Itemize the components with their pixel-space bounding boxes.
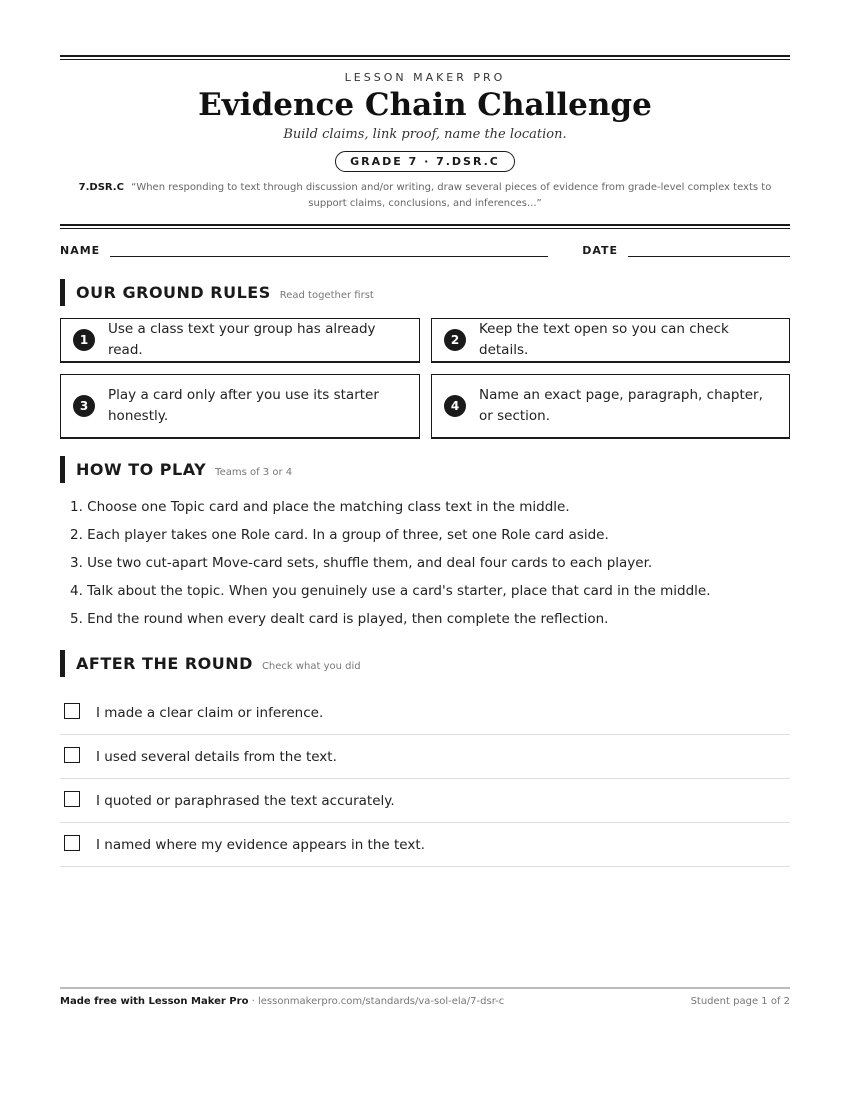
rule-text: Use a class text your group has already read. [108, 321, 376, 358]
date-field[interactable] [628, 246, 790, 257]
page-footer [60, 987, 790, 1007]
step-item: 3. Use two cut-apart Move-card sets, shuffle them, and deal four cards to each player. [70, 555, 653, 571]
step-item: 2. Each player takes one Role card. In a group of three, set one Role card aside. [70, 527, 609, 543]
date-label: DATE [582, 244, 618, 257]
ground-rules-grid [60, 318, 790, 439]
checklist-item [60, 735, 790, 779]
checklist-item [60, 823, 790, 867]
grade-badge: GRADE 7 · 7.DSR.C [335, 151, 515, 172]
page-title: Evidence Chain Challenge [198, 87, 652, 123]
ground-rules-heading [60, 279, 790, 306]
checklist-item [60, 691, 790, 735]
name-field[interactable] [110, 246, 548, 257]
footer-page-number: Student page 1 of 2 [690, 996, 790, 1007]
rule-text: Name an exact page, paragraph, chapter, or section. [479, 387, 763, 424]
standard-text: “When responding to text through discussion and/or writing, draw several pieces of evidence from grade-level complex texts to support claims, conclusions, and inferences...” [131, 182, 772, 209]
checkbox[interactable] [64, 703, 80, 719]
checklist-label: I used several details from the text. [96, 748, 337, 765]
section-subtitle: Teams of 3 or 4 [215, 467, 293, 478]
rule-number-badge: 1 [73, 329, 95, 351]
checklist-label: I made a clear claim or inference. [96, 704, 324, 721]
step-item: 4. Talk about the topic. When you genuinely use a card's starter, place that card in the middle. [70, 583, 711, 599]
footer-made-with: Made free with Lesson Maker Pro [60, 996, 249, 1007]
page-subtitle: Build claims, link proof, name the location. [283, 127, 567, 142]
rule-card [60, 374, 420, 439]
footer-credit [60, 996, 504, 1007]
header-bottom-rule [60, 224, 790, 229]
checkbox[interactable] [64, 747, 80, 763]
standard-code: 7.DSR.C [78, 182, 124, 193]
name-date-row [60, 244, 790, 257]
rule-text: Play a card only after you use its starter honestly. [108, 387, 379, 424]
checklist-label: I named where my evidence appears in the text. [96, 836, 425, 853]
standard-description [60, 180, 790, 212]
how-to-play-steps [60, 493, 790, 633]
section-title: AFTER THE ROUND [76, 654, 253, 673]
rule-card [431, 374, 790, 439]
checklist-label: I quoted or paraphrased the text accurately. [96, 792, 395, 809]
step-item: 1. Choose one Topic card and place the matching class text in the middle. [70, 499, 570, 515]
worksheet-page [60, 55, 790, 867]
name-label: NAME [60, 244, 101, 257]
rule-number-badge: 2 [444, 329, 466, 351]
section-title: HOW TO PLAY [76, 460, 207, 479]
brand-name: LESSON MAKER PRO [344, 71, 506, 84]
top-double-rule [60, 55, 790, 60]
checkbox[interactable] [64, 835, 80, 851]
rule-number-badge: 4 [444, 395, 466, 417]
rule-card [431, 318, 790, 363]
section-subtitle: Read together first [279, 290, 374, 301]
section-title: OUR GROUND RULES [76, 283, 271, 302]
footer-url: · lessonmakerpro.com/standards/va-sol-ela/7-dsr-c [248, 996, 505, 1007]
checkbox[interactable] [64, 791, 80, 807]
after-round-heading [60, 650, 790, 677]
rule-number-badge: 3 [73, 395, 95, 417]
section-subtitle: Check what you did [261, 661, 361, 672]
rule-card [60, 318, 420, 363]
rule-text: Keep the text open so you can check details. [479, 321, 729, 358]
step-item: 5. End the round when every dealt card is played, then complete the reflection. [70, 611, 609, 627]
checklist-item [60, 779, 790, 823]
how-to-play-heading [60, 456, 790, 483]
reflection-checklist [60, 691, 790, 867]
